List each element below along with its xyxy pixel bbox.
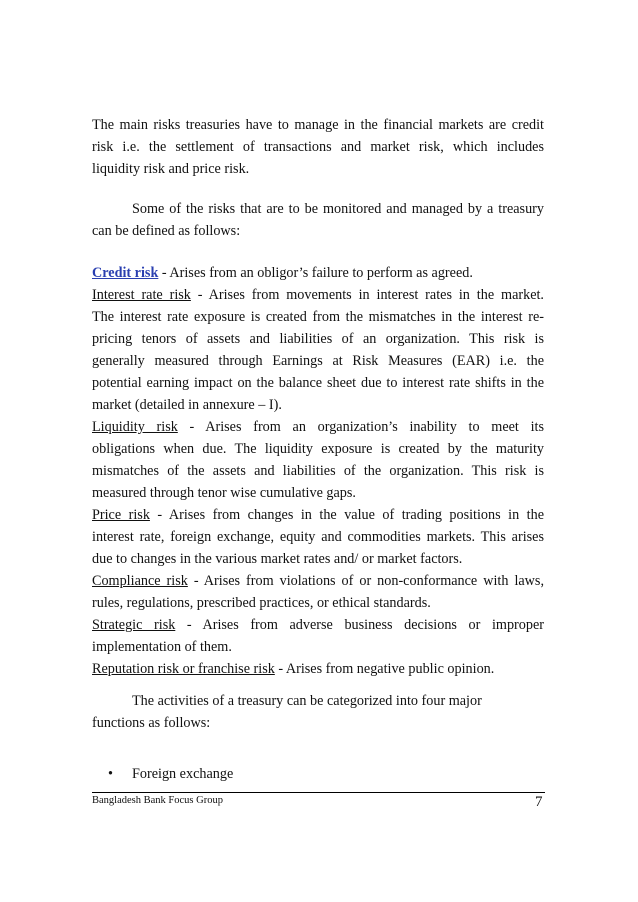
compliance-risk-term: Compliance risk — [92, 573, 188, 589]
reputation-risk-line — [92, 658, 544, 680]
strategic-risk-term: Strategic risk — [92, 617, 176, 633]
interest-rate-risk-line — [92, 284, 544, 306]
compliance-risk-line — [92, 570, 544, 592]
strategic-line-1: implementation of them. — [92, 639, 232, 655]
some-risks-line-1: Some of the risks that are to be monitored and managed by a treasury — [132, 201, 544, 217]
interest-rate-line-1: The interest rate exposure is created from the mismatches in the interest re- — [92, 309, 544, 325]
credit-risk-line — [92, 262, 544, 284]
liquidity-line-1: obligations when due. The liquidity exposure is created by the maturity — [92, 441, 544, 457]
reputation-risk-term: Reputation risk or franchise risk — [92, 661, 275, 677]
liquidity-risk-sep: - — [177, 419, 206, 435]
credit-risk-term: Credit risk — [92, 265, 159, 281]
price-risk-sep: - — [149, 507, 169, 523]
risk-definitions — [92, 262, 544, 680]
compliance-risk-sep: - — [187, 573, 204, 589]
price-line-2: due to changes in the various market rates and/ or market factors. — [92, 551, 463, 567]
credit-risk-text: Arises from an obligor’s failure to perform as agreed. — [169, 265, 473, 281]
intro-line-3: liquidity risk and price risk. — [92, 161, 250, 177]
price-line-1: interest rate, foreign exchange, equity and commodities markets. This arises — [92, 529, 544, 545]
interest-rate-risk-term: Interest rate risk — [92, 287, 191, 303]
interest-rate-line-2: pricing tenors of assets and liabilities of an organization. This risk is — [92, 331, 544, 347]
strategic-risk-sep: - — [175, 617, 203, 633]
page-number: 7 — [535, 794, 543, 810]
strategic-risk-line — [92, 614, 544, 636]
liquidity-line-2: mismatches of the assets and liabilities of the organization. This risk is — [92, 463, 544, 479]
liquidity-line-3: measured through tenor wise cumulative gaps. — [92, 485, 356, 501]
some-risks-line-2: can be defined as follows: — [92, 223, 241, 239]
interest-rate-line-3: generally measured through Earnings at Risk Measures (EAR) i.e. the — [92, 353, 544, 369]
footer-org: Bangladesh Bank Focus Group — [92, 795, 223, 806]
activities-line-1: The activities of a treasury can be categorized into four major — [132, 693, 482, 709]
activities-paragraph — [92, 690, 544, 734]
compliance-risk-first: Arises from violations of or non-conformance with laws, — [203, 573, 544, 589]
intro-paragraph — [92, 114, 544, 180]
interest-rate-risk-first: Arises from movements in interest rates in the market. — [208, 287, 544, 303]
reputation-risk-text: Arises from negative public opinion. — [285, 661, 495, 677]
price-risk-first: Arises from changes in the value of trading positions in the — [168, 507, 544, 523]
bullet-item — [108, 763, 233, 785]
price-risk-term: Price risk — [92, 507, 150, 523]
bullet-text: Foreign exchange — [132, 766, 234, 782]
intro-line-1: The main risks treasuries have to manage in the financial markets are credit — [92, 117, 544, 133]
liquidity-risk-line — [92, 416, 544, 438]
interest-rate-risk-sep: - — [190, 287, 209, 303]
compliance-line-1: rules, regulations, prescribed practices, or ethical standards. — [92, 595, 431, 611]
liquidity-risk-first: Arises from an organization’s inability to meet its — [205, 419, 544, 435]
footer-divider — [92, 792, 545, 793]
interest-rate-line-5: market (detailed in annexure – I). — [92, 397, 282, 413]
credit-risk-sep: - — [158, 265, 170, 281]
intro-line-2: risk i.e. the settlement of transactions and market risk, which includes — [92, 139, 544, 155]
activities-line-2: functions as follows: — [92, 715, 211, 731]
bullet-icon: • — [108, 766, 113, 782]
liquidity-risk-term: Liquidity risk — [92, 419, 178, 435]
strategic-risk-first: Arises from adverse business decisions or improper — [202, 617, 544, 633]
reputation-risk-sep: - — [274, 661, 286, 677]
some-risks-paragraph — [92, 198, 544, 242]
interest-rate-line-4: potential earning impact on the balance sheet due to interest rate shifts in the — [92, 375, 544, 391]
price-risk-line — [92, 504, 544, 526]
